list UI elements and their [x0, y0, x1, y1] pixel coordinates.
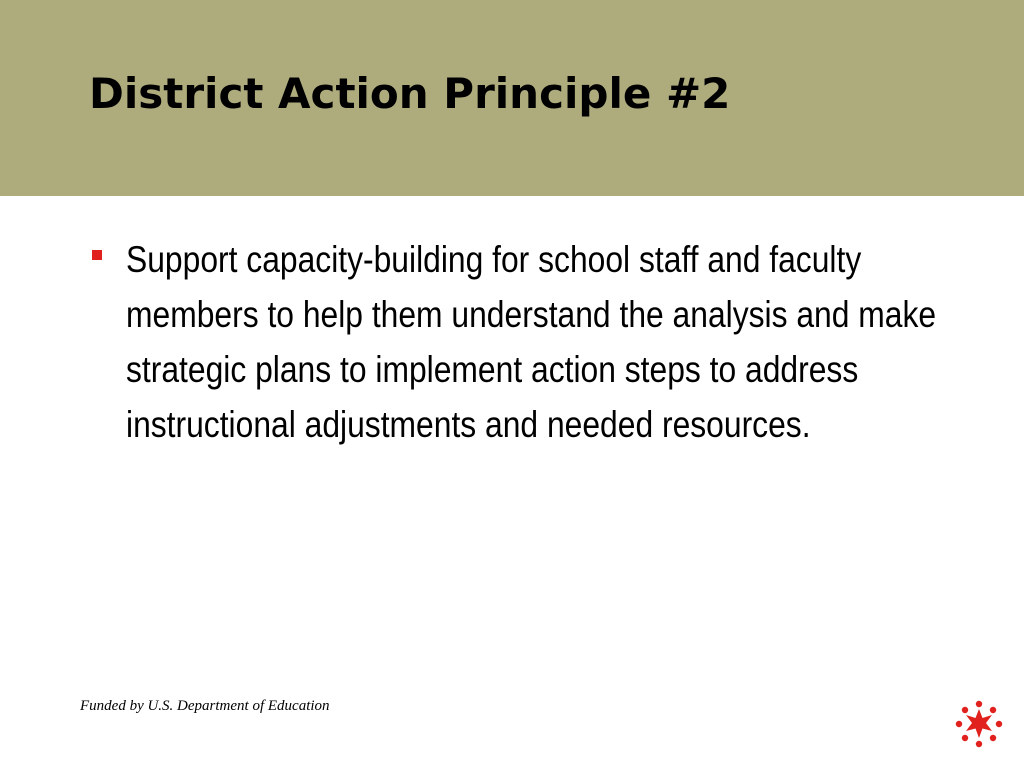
- logo-dot: [976, 701, 982, 707]
- logo-dot: [976, 741, 982, 747]
- bullet-list: [92, 232, 952, 452]
- bullet-item: [92, 232, 952, 452]
- starburst-logo-icon: [955, 700, 1003, 748]
- logo-dot: [962, 735, 968, 741]
- logo-dot: [990, 735, 996, 741]
- logo-dot: [996, 721, 1002, 727]
- funding-footer: Funded by U.S. Department of Education: [80, 698, 330, 714]
- slide-title: District Action Principle #2: [89, 69, 731, 118]
- square-bullet-icon: [92, 250, 102, 260]
- logo-star-center: [966, 709, 992, 738]
- logo-dot: [990, 707, 996, 713]
- logo-dot: [956, 721, 962, 727]
- bullet-text: Support capacity-building for school staff and faculty members to help them understand the analysis and make strategic plans to implement action steps to address instructional adjustments and needed resources.: [126, 239, 937, 445]
- logo-dot: [962, 707, 968, 713]
